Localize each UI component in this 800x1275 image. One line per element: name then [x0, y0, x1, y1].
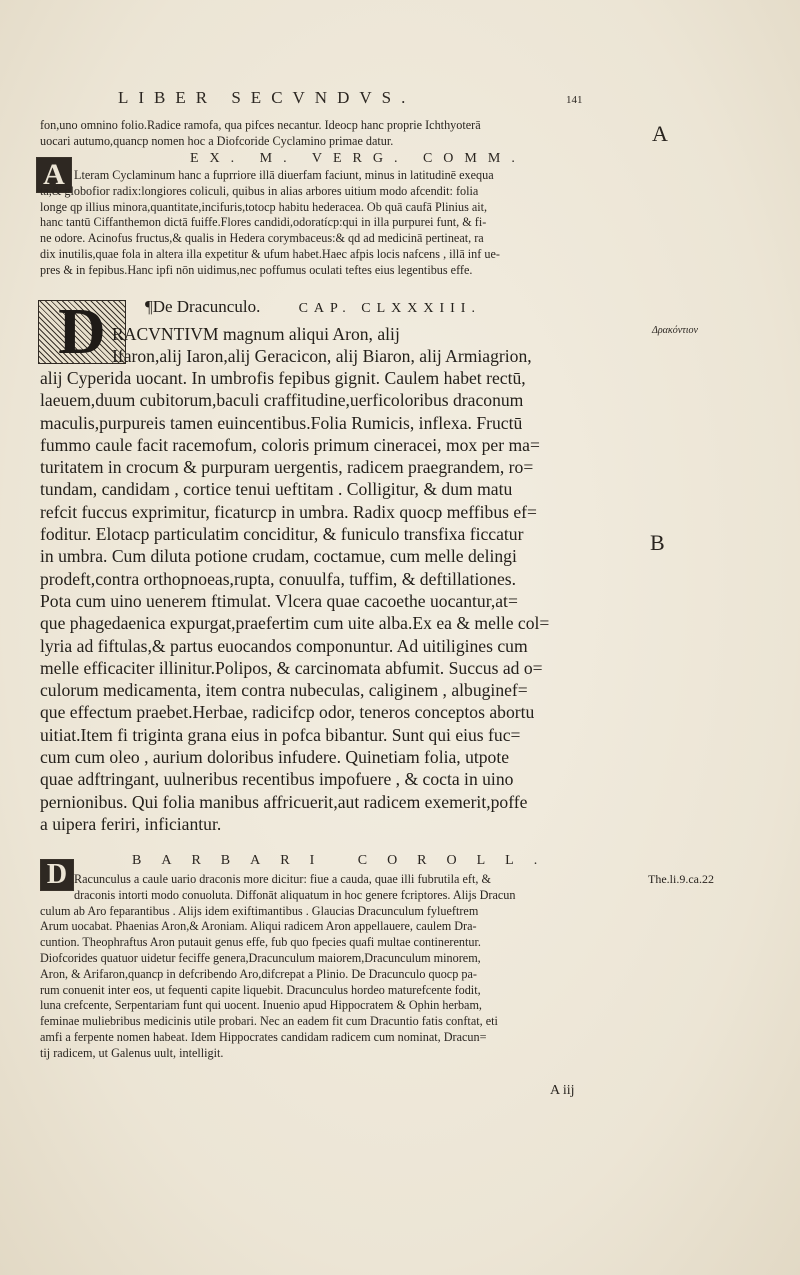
chapter-number: CAP. CLXXXIII.	[298, 301, 481, 316]
initial-letter: D	[58, 295, 106, 368]
text-line: tundam, candidam , cortice tenui ueftitam . Colligitur, & dum matu	[40, 479, 513, 500]
text-line: longe qp illius minora,quantitate,incifuris,totocp habitu hederacea. Ob quā caufā Plinius ait,	[40, 199, 488, 214]
text-line: maculis,purpureis tamen euincentibus.Folia Rumicis, inflexa. Fructū	[40, 412, 523, 433]
chapter-title: ¶De Dracunculo.	[145, 297, 261, 316]
commentary-paragraph	[40, 168, 638, 279]
text-line: quae adftringant, uulneribus recentibus impofuere , & cocta in uino	[40, 769, 514, 790]
text-line: a uipera feriri, inficiantur.	[40, 813, 222, 834]
text-line: prodeft,contra orthopnoeas,rupta, conuulfa, tuffim, & deftillationes.	[40, 568, 517, 589]
running-title: LIBER SECVNDVS.	[118, 88, 416, 107]
text-line: Ifaron,alij Iaron,alij Geracicon, alij Biaron, alij Armiagrion,	[112, 346, 532, 366]
text-line: rum conuenit inter eos, ut fequenti capite liquebit. Dracunculus hordeo maturefcente fodit,	[40, 982, 481, 997]
commentary-heading: EX. M. VERG. COMM.	[190, 151, 526, 166]
text-line: Arum uocabat. Phaenias Aron,& Aroniam. Aliqui radicem Aron appellauere, caulem Dra-	[40, 919, 477, 934]
text-line: dix inutilis,quae fola in altera illa expetitur & ufum habet.Haec afpis locis nafcens , illā inf ue-	[40, 246, 500, 261]
initial-letter-d: D	[40, 859, 74, 891]
text-line: Racunculus a caule uario draconis more dicitur: fiue a cauda, quae illi fubrutila eft, &	[74, 872, 491, 886]
text-line: cum cum oleo , aurium doloribus infudere. Quinetiam folia, utpote	[40, 747, 510, 768]
text-line: pernionibus. Qui folia manibus affricuerit,aut radicem exemerit,poffe	[40, 791, 528, 812]
text-line: turitatem in crocum & purpuram uergentis, radicem praegrandem, ro=	[40, 457, 534, 478]
margin-letter-b: B	[650, 530, 665, 555]
text-line: uitiat.Item fi triginta grana eius in pofca bibantur. Sunt qui eius fuc=	[40, 724, 521, 745]
corollary-paragraph	[40, 872, 638, 1062]
text-line: Aron, & Arifaron,quancp in defcribendo Aro,difcrepat a Plinio. De Dracunculo quocp pa-	[40, 966, 477, 981]
initial-letter-a: A	[36, 157, 72, 193]
margin-greek-note: Δρακόντιον	[652, 325, 698, 336]
text-line: ta,& globofior radix:longiores coliculi, quibus in alias arbores uitium modo afcendit: folia	[40, 183, 479, 198]
text-line: luna crefcente, Serpentariam funt qui uocent. Inuenio apud Hippocratem & Ophin herbam,	[40, 998, 482, 1013]
text-line: amfi a ferpente nomen habeat. Idem Hippocrates candidam radicem cum nominat, Dracun=	[40, 1029, 487, 1044]
text-line: lyria ad fiftulas,& partus euocandos componuntur. Ad uitiligines cum	[40, 635, 528, 656]
text-line: culorum medicamenta, item contra nubeculas, caliginem , albuginef=	[40, 680, 528, 701]
text-line: cuntion. Theophraftus Aron putauit genus effe, fub quo fpecies quafi multae continerentur.	[40, 935, 481, 950]
margin-letter-a: A	[652, 121, 668, 146]
folio-number: 141	[566, 94, 583, 106]
text-line: in umbra. Cum diluta potione crudam, coctamue, cum melle delingi	[40, 546, 517, 567]
text-line: ne odore. Acinofus fructus,& qualis in Hedera corymbaceus:& qd ad medicinā pertineat, ra	[40, 231, 484, 246]
text-line: Diofcorides quatuor uidetur feciffe genera,Dracunculum maiorem,Dracunculum minorem,	[40, 950, 481, 965]
text-line: fon,uno omnino folio.Radice ramofa, qua pifces necantur. Ideocp hanc proprie Ichthyoterā	[40, 118, 481, 132]
text-line: fummo caule facit racemofum, coloris primum cineracei, mox per ma=	[40, 434, 540, 455]
corollary-heading: BARBARI COROLL.	[132, 853, 558, 868]
chapter-second-line	[112, 345, 642, 367]
text-line: refcit fuccus exprimitur, ficaturcp in umbra. Radix quocp meffibus ef=	[40, 501, 537, 522]
text-line: pres & in fepibus.Hanc ipfi nōn uidimus,nec poffumus oculati teftes eius legentibus effe.	[40, 262, 473, 277]
text-line: alij Cyperida uocant. In umbrofis fepibus gignit. Caulem habet rectū,	[40, 368, 526, 388]
text-line: uocari autumo,quancp nomen hoc a Diofcoride Cyclamino primae datur.	[40, 133, 394, 148]
text-line: feminae muliebribus medicinis utile probari. Nec an eadem fit cum Dracuntio fatis conftat, eti	[40, 1014, 498, 1029]
text-line: melle efficaciter illinitur.Polipos, & carcinomata abfumit. Succus ad o=	[40, 657, 543, 678]
signature-mark: A iij	[550, 1083, 575, 1098]
text-line: draconis intorti modo conuoluta. Diffonāt aliquatum in hoc genere fcriptores. Alijs Dracun	[74, 887, 516, 902]
text-line: culum ab Aro feparantibus . Alijs idem exiftimantibus . Glaucias Dracunculum fylueftrem	[40, 903, 479, 918]
text-line: laeuem,duum cubitorum,baculi craffitudine,uerficoloribus draconum	[40, 390, 524, 411]
text-line: tij radicem, ut Galenus uult, intelligit.	[40, 1045, 224, 1060]
text-line: Pota cum uino uenerem ftimulat. Vlcera quae cacoethe uocantur,at=	[40, 590, 518, 611]
chapter-body	[40, 367, 640, 835]
text-line: RACVNTIVM magnum aliqui Aron, alij	[112, 324, 400, 344]
text-line: hanc tantū Ciffanthemon dictā fuiffe.Flores candidi,odoratícp:qui in illa purpurei funt, & fi-	[40, 215, 487, 230]
chapter-first-line	[112, 323, 642, 345]
text-line: que effectum praebet.Herbae, radicifcp odor, teneros conceptos abortu	[40, 702, 535, 723]
chapter-heading	[145, 297, 481, 317]
opening-paragraph	[40, 118, 638, 150]
text-line: Lteram Cyclaminum hanc a fuprriore illā diuerfam faciunt, minus in latitudinē exequa	[74, 168, 494, 182]
text-line: foditur. Elotacp particulatim conciditur, & funiculo transfixa ficcatur	[40, 524, 524, 545]
text-line: que phagedaenica expurgat,praefertim cum uite alba.Ex ea & melle col=	[40, 613, 550, 634]
margin-reference: The.li.9.ca.22	[648, 872, 714, 886]
